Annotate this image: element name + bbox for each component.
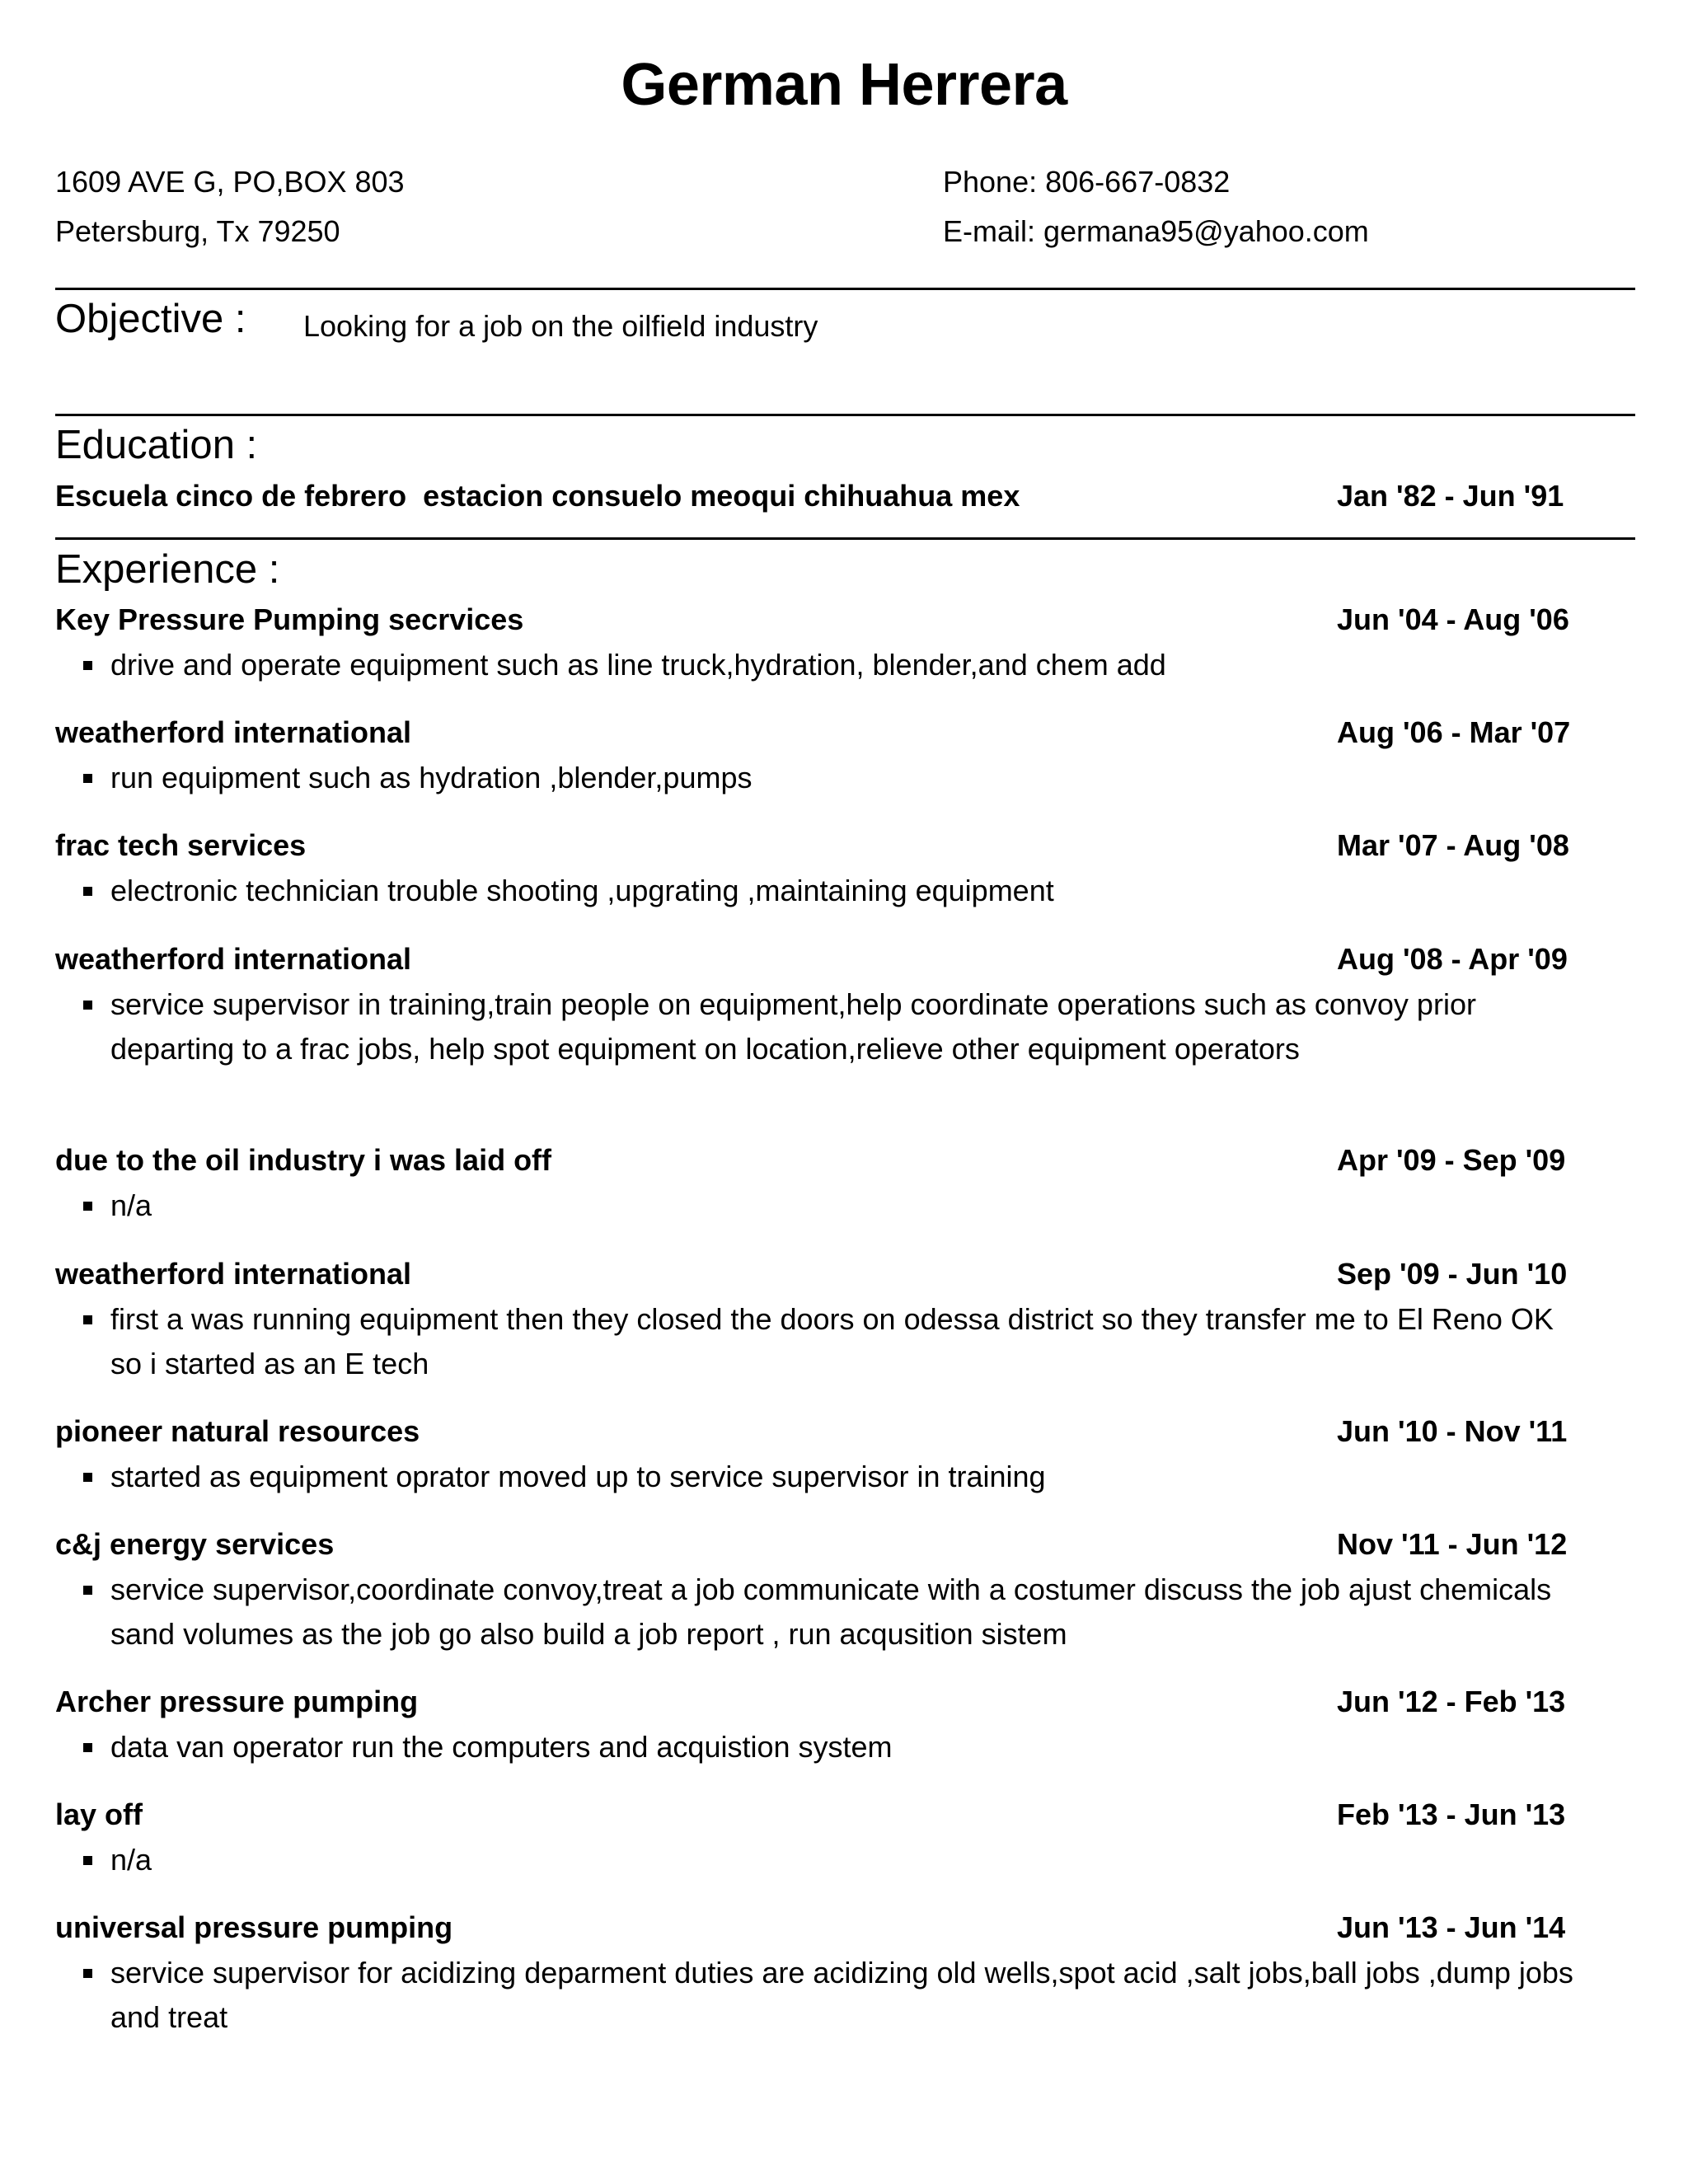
divider-3 — [55, 537, 1635, 540]
job-dates: Feb '13 - Jun '13 — [1337, 1797, 1566, 1831]
job-header — [55, 1528, 1597, 1561]
job-title: c&j energy services — [55, 1527, 335, 1561]
job-description: electronic technician trouble shooting ,upgrating ,maintaining equipment — [110, 874, 1054, 907]
job-description: service supervisor in training,train people on equipment,help coordinate operations such as convoy prior departing to a frac jobs, help spot equipment on location,relieve other equipment operators — [110, 987, 1476, 1066]
bullet-square-icon — [83, 661, 92, 670]
divider-2 — [55, 414, 1635, 416]
education-dates: Jan '82 - Jun '91 — [1337, 479, 1564, 513]
bullet-square-icon — [83, 1315, 92, 1324]
job-title: Archer pressure pumping — [55, 1685, 419, 1718]
education-row — [55, 480, 1597, 513]
job-description: started as equipment oprator moved up to service supervisor in training — [110, 1460, 1046, 1493]
job-dates: Jun '04 - Aug '06 — [1337, 602, 1569, 636]
job-header — [55, 1144, 1597, 1177]
job-dates: Jun '13 - Jun '14 — [1337, 1910, 1566, 1944]
job-dates: Jun '10 - Nov '11 — [1337, 1414, 1568, 1448]
education-school: Escuela cinco de febrero estacion consuelo meoqui chihuahua mex — [55, 479, 1020, 513]
job-description: service supervisor for acidizing deparment duties are acidizing old wells,spot acid ,salt jobs,ball jobs ,dump jobs and treat — [110, 1956, 1573, 2034]
job-description: first a was running equipment then they closed the doors on odessa district so they transfer me to El Reno OK so i started as an E tech — [110, 1302, 1554, 1380]
bullet-square-icon — [83, 774, 92, 783]
job-description: service supervisor,coordinate convoy,treat a job communicate with a costumer discuss the job ajust chemicals sand volumes as the job go also build a job report , run acqusition sistem — [110, 1572, 1552, 1651]
job-title: lay off — [55, 1797, 143, 1831]
job-header — [55, 829, 1597, 862]
job-title: universal pressure pumping — [55, 1910, 453, 1944]
address-line-2: Petersburg, Tx 79250 — [55, 214, 340, 248]
bullet-square-icon — [83, 1856, 92, 1865]
job-dates: Aug '08 - Apr '09 — [1337, 942, 1568, 976]
education-label: Education : — [55, 423, 258, 467]
job-dates: Mar '07 - Aug '08 — [1337, 828, 1569, 862]
phone: Phone: 806-667-0832 — [943, 165, 1231, 199]
objective-label: Objective : — [55, 297, 246, 341]
bullet-square-icon — [83, 1001, 92, 1010]
experience-label: Experience : — [55, 547, 280, 592]
objective-text: Looking for a job on the oilfield industry — [303, 309, 818, 343]
job-title: weatherford international — [55, 715, 412, 749]
job-title: Key Pressure Pumping secrvices — [55, 602, 524, 636]
job-dates: Nov '11 - Jun '12 — [1337, 1527, 1568, 1561]
job-dates: Jun '12 - Feb '13 — [1337, 1685, 1566, 1718]
job-dates: Apr '09 - Sep '09 — [1337, 1143, 1566, 1177]
job-title: pioneer natural resources — [55, 1414, 420, 1448]
job-header — [55, 716, 1597, 749]
job-title: frac tech services — [55, 828, 307, 862]
bullet-square-icon — [83, 1586, 92, 1595]
bullet-square-icon — [83, 1202, 92, 1211]
job-header — [55, 603, 1597, 636]
job-title: weatherford international — [55, 942, 412, 976]
job-title: due to the oil industry i was laid off — [55, 1143, 552, 1177]
job-dates: Sep '09 - Jun '10 — [1337, 1257, 1568, 1291]
job-description: n/a — [110, 1843, 152, 1877]
bullet-square-icon — [83, 1473, 92, 1482]
job-header — [55, 1911, 1597, 1944]
divider-1 — [55, 288, 1635, 290]
email: E-mail: germana95@yahoo.com — [943, 214, 1369, 248]
bullet-square-icon — [83, 1969, 92, 1978]
job-description: data van operator run the computers and acquistion system — [110, 1730, 893, 1764]
job-header — [55, 1798, 1597, 1831]
job-header — [55, 1258, 1597, 1291]
job-description: n/a — [110, 1188, 152, 1222]
bullet-square-icon — [83, 1743, 92, 1752]
job-header — [55, 1685, 1597, 1718]
job-header — [55, 943, 1597, 976]
job-header — [55, 1415, 1597, 1448]
job-description: drive and operate equipment such as line truck,hydration, blender,and chem add — [110, 648, 1166, 682]
job-description: run equipment such as hydration ,blender,pumps — [110, 761, 753, 794]
job-title: weatherford international — [55, 1257, 412, 1291]
resume-name: German Herrera — [621, 52, 1067, 118]
address-line-1: 1609 AVE G, PO,BOX 803 — [55, 165, 405, 199]
bullet-square-icon — [83, 887, 92, 896]
job-dates: Aug '06 - Mar '07 — [1337, 715, 1571, 749]
